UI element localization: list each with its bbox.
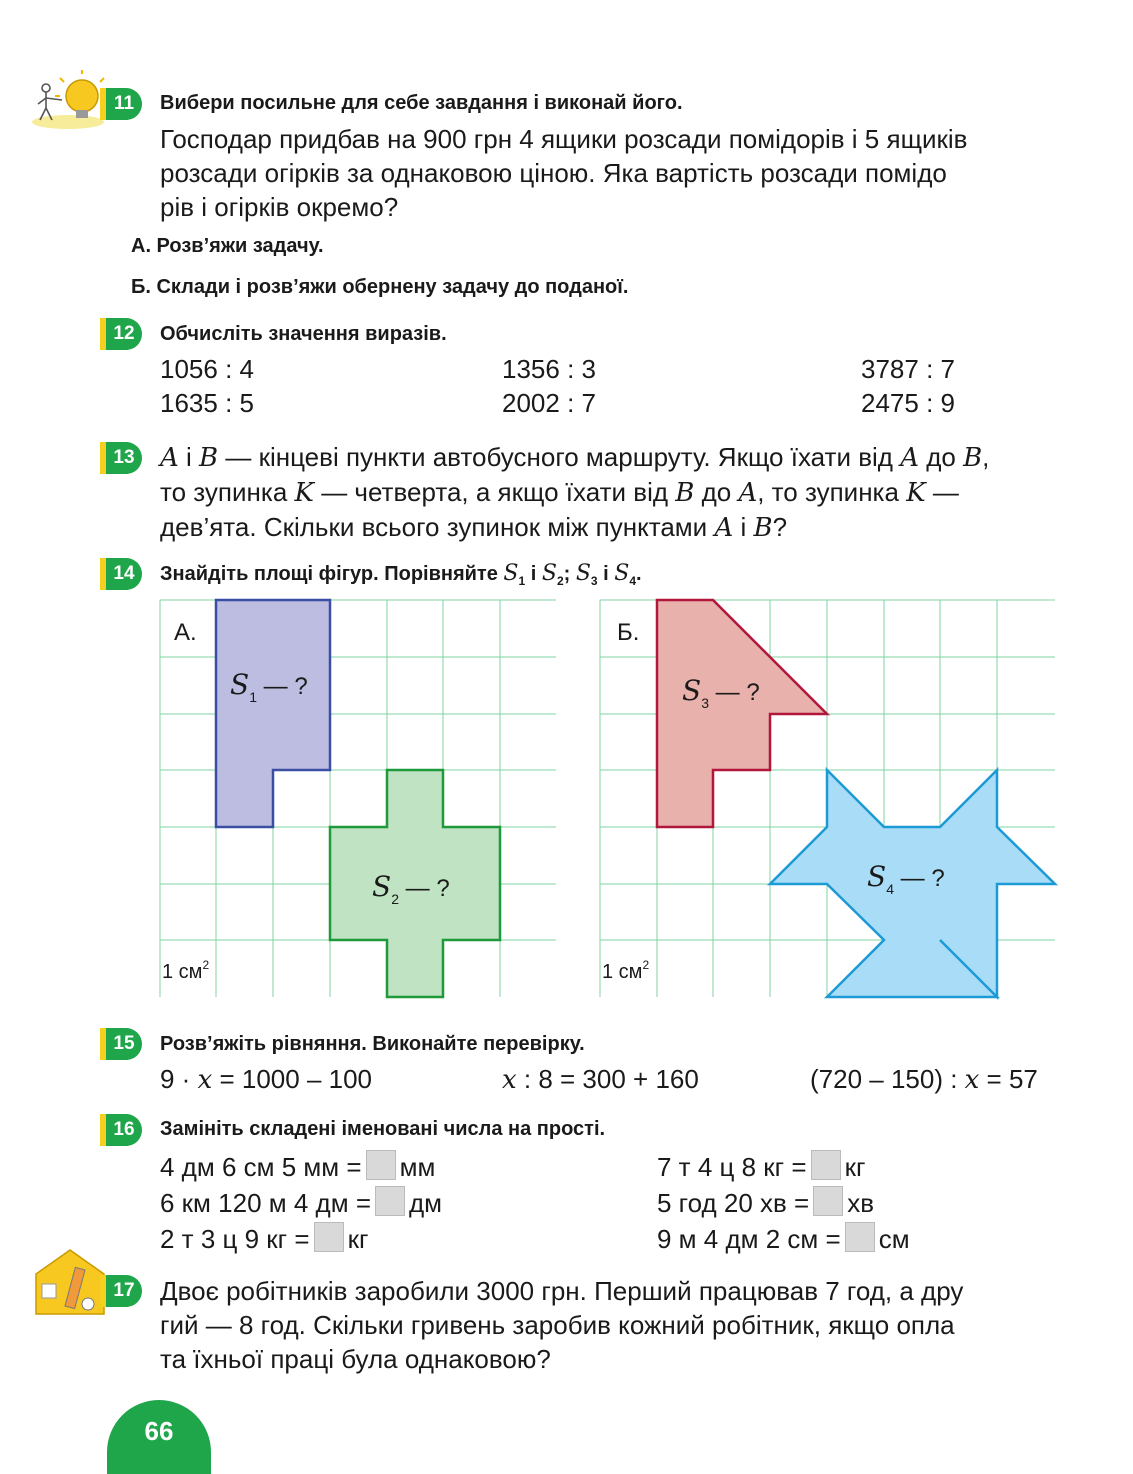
text: , то зупинка — [757, 477, 907, 507]
text: ; — [563, 563, 576, 585]
conversion-item — [160, 1186, 442, 1219]
expression: 1635 : 5 — [160, 388, 254, 418]
expression: 1356 : 3 — [502, 354, 596, 384]
text: то зупинка — [160, 477, 295, 507]
expression: 2475 : 9 — [861, 388, 955, 418]
math-var: S — [614, 561, 630, 586]
math-var: x — [502, 1065, 517, 1095]
math-var: S — [541, 561, 557, 586]
subscript: 1 — [518, 574, 526, 588]
math-var: S — [503, 561, 519, 586]
text: і — [733, 512, 754, 542]
answer-box[interactable] — [813, 1186, 843, 1216]
text: 9 м 4 дм 2 см = — [657, 1224, 841, 1254]
math-var: B — [199, 443, 219, 473]
expression: 2002 : 7 — [502, 388, 596, 418]
text: : 8 = 300 + 160 — [516, 1064, 699, 1094]
text: = 1000 – 100 — [212, 1064, 373, 1094]
text: 9 · — [160, 1064, 198, 1094]
text: . — [636, 563, 642, 585]
unit: кг — [347, 1224, 369, 1254]
expression: 3787 : 7 — [861, 354, 955, 384]
task-instruction: Вибери посильне для себе завдання і виконай його. — [160, 92, 683, 114]
answer-box[interactable] — [375, 1186, 405, 1216]
shape-s2-label: $S_2$ — ? — [372, 870, 450, 907]
text: = 57 — [979, 1064, 1038, 1094]
task-text — [160, 1274, 963, 1376]
unit: дм — [409, 1188, 443, 1218]
text: і — [597, 563, 615, 585]
task-number-badge: 13 — [106, 442, 142, 474]
grid-b-label: Б. — [617, 619, 640, 646]
task-number-badge: 12 — [106, 318, 142, 350]
text: — кінцеві пункти автобусного маршруту. Якщо їхати від — [218, 442, 901, 472]
text: і — [178, 442, 200, 472]
answer-box[interactable] — [845, 1222, 875, 1252]
math-var: A — [714, 513, 734, 543]
task-number-badge: 15 — [106, 1028, 142, 1060]
text-line: Господар придбав на 900 грн 4 ящики розсади помідорів і 5 ящиків — [160, 124, 968, 154]
text: (720 – 150) : — [810, 1064, 965, 1094]
answer-box[interactable] — [811, 1150, 841, 1180]
shape-s1 — [216, 600, 330, 827]
text: — четверта, а якщо їхати від — [313, 477, 676, 507]
text: до — [694, 477, 739, 507]
shape-s1-label: $S_1$ — ? — [230, 668, 308, 705]
task-instruction: Розв’яжіть рівняння. Виконайте перевірку. — [160, 1033, 585, 1055]
text-line: гий — 8 год. Скільки гривень заробив кожний робітник, якщо опла — [160, 1310, 955, 1340]
text-line: Двоє робітників заробили 3000 грн. Перший працював 7 год, а дру — [160, 1276, 964, 1306]
text: 4 дм 6 см 5 мм = — [160, 1152, 362, 1182]
unit-label-b — [602, 958, 649, 983]
task-number-badge: 11 — [106, 88, 142, 120]
unit-base: 1 см — [162, 961, 203, 983]
math-var: S — [575, 561, 591, 586]
unit: мм — [399, 1152, 436, 1182]
unit-exp: 2 — [202, 958, 210, 972]
task-instruction: Обчисліть значення виразів. — [160, 323, 447, 345]
text: 6 км 120 м 4 дм = — [160, 1188, 371, 1218]
text: до — [918, 442, 964, 472]
task-number-badge: 14 — [106, 558, 142, 590]
shape-s4-label: $S_4$ — ? — [867, 860, 945, 897]
answer-box[interactable] — [366, 1150, 396, 1180]
conversion-item — [657, 1186, 874, 1219]
task-number-badge: 16 — [106, 1114, 142, 1146]
unit-label-a — [162, 958, 209, 983]
text: 2 т 3 ц 9 кг = — [160, 1224, 310, 1254]
math-var: A — [738, 478, 758, 508]
shape-s3 — [657, 600, 827, 827]
option-a: А. Розв’яжи задачу. — [131, 235, 324, 257]
text: дев’ята. Скільки всього зупинок між пунктами — [160, 512, 715, 542]
math-var: A — [160, 443, 179, 473]
grid-a-label: А. — [174, 619, 197, 646]
equation-2 — [502, 1064, 699, 1095]
shape-s3-label: $S_3$ — ? — [682, 674, 760, 711]
house-pencil-icon — [34, 1248, 106, 1316]
task-instruction: Замініть складені іменовані числа на прості. — [160, 1118, 606, 1140]
text-line: та їхньої праці була однаковою? — [160, 1344, 551, 1374]
text: ? — [772, 512, 788, 542]
math-var: A — [900, 443, 919, 473]
text-line: рів і огірків окремо? — [160, 192, 399, 222]
math-var: K — [294, 478, 314, 508]
option-b: Б. Склади і розв’яжи обернену задачу до поданої. — [131, 276, 629, 298]
conversion-item — [160, 1150, 435, 1183]
text: 7 т 4 ц 8 кг = — [657, 1152, 807, 1182]
math-var: B — [753, 513, 773, 543]
conversion-item — [657, 1150, 865, 1183]
math-var: B — [963, 443, 983, 473]
unit-exp: 2 — [642, 958, 650, 972]
text-line: розсади огірків за однаковою ціною. Яка вартість розсади помідо — [160, 158, 947, 188]
unit-base: 1 см — [602, 961, 643, 983]
unit: кг — [844, 1152, 866, 1182]
text: Знайдіть площі фігур. Порівняйте — [160, 563, 504, 585]
subscript: 4 — [629, 574, 637, 588]
expression: 1056 : 4 — [160, 354, 254, 384]
conversion-item — [160, 1222, 368, 1255]
subscript: 3 — [590, 574, 598, 588]
math-var: B — [675, 478, 695, 508]
equation-3 — [810, 1064, 1038, 1095]
math-var: x — [197, 1065, 213, 1095]
task-number-badge: 17 — [106, 1275, 142, 1307]
subscript: 2 — [556, 574, 564, 588]
math-var: K — [906, 478, 926, 508]
unit: см — [878, 1224, 910, 1254]
math-var: x — [964, 1065, 980, 1095]
equation-1 — [160, 1064, 372, 1095]
unit: хв — [847, 1188, 875, 1218]
conversion-item — [657, 1222, 910, 1255]
text: і — [525, 563, 542, 585]
text: — — [925, 477, 959, 507]
page-number: 66 — [107, 1400, 211, 1474]
text: 5 год 20 хв = — [657, 1188, 810, 1218]
text: , — [982, 442, 990, 472]
answer-box[interactable] — [314, 1222, 344, 1252]
